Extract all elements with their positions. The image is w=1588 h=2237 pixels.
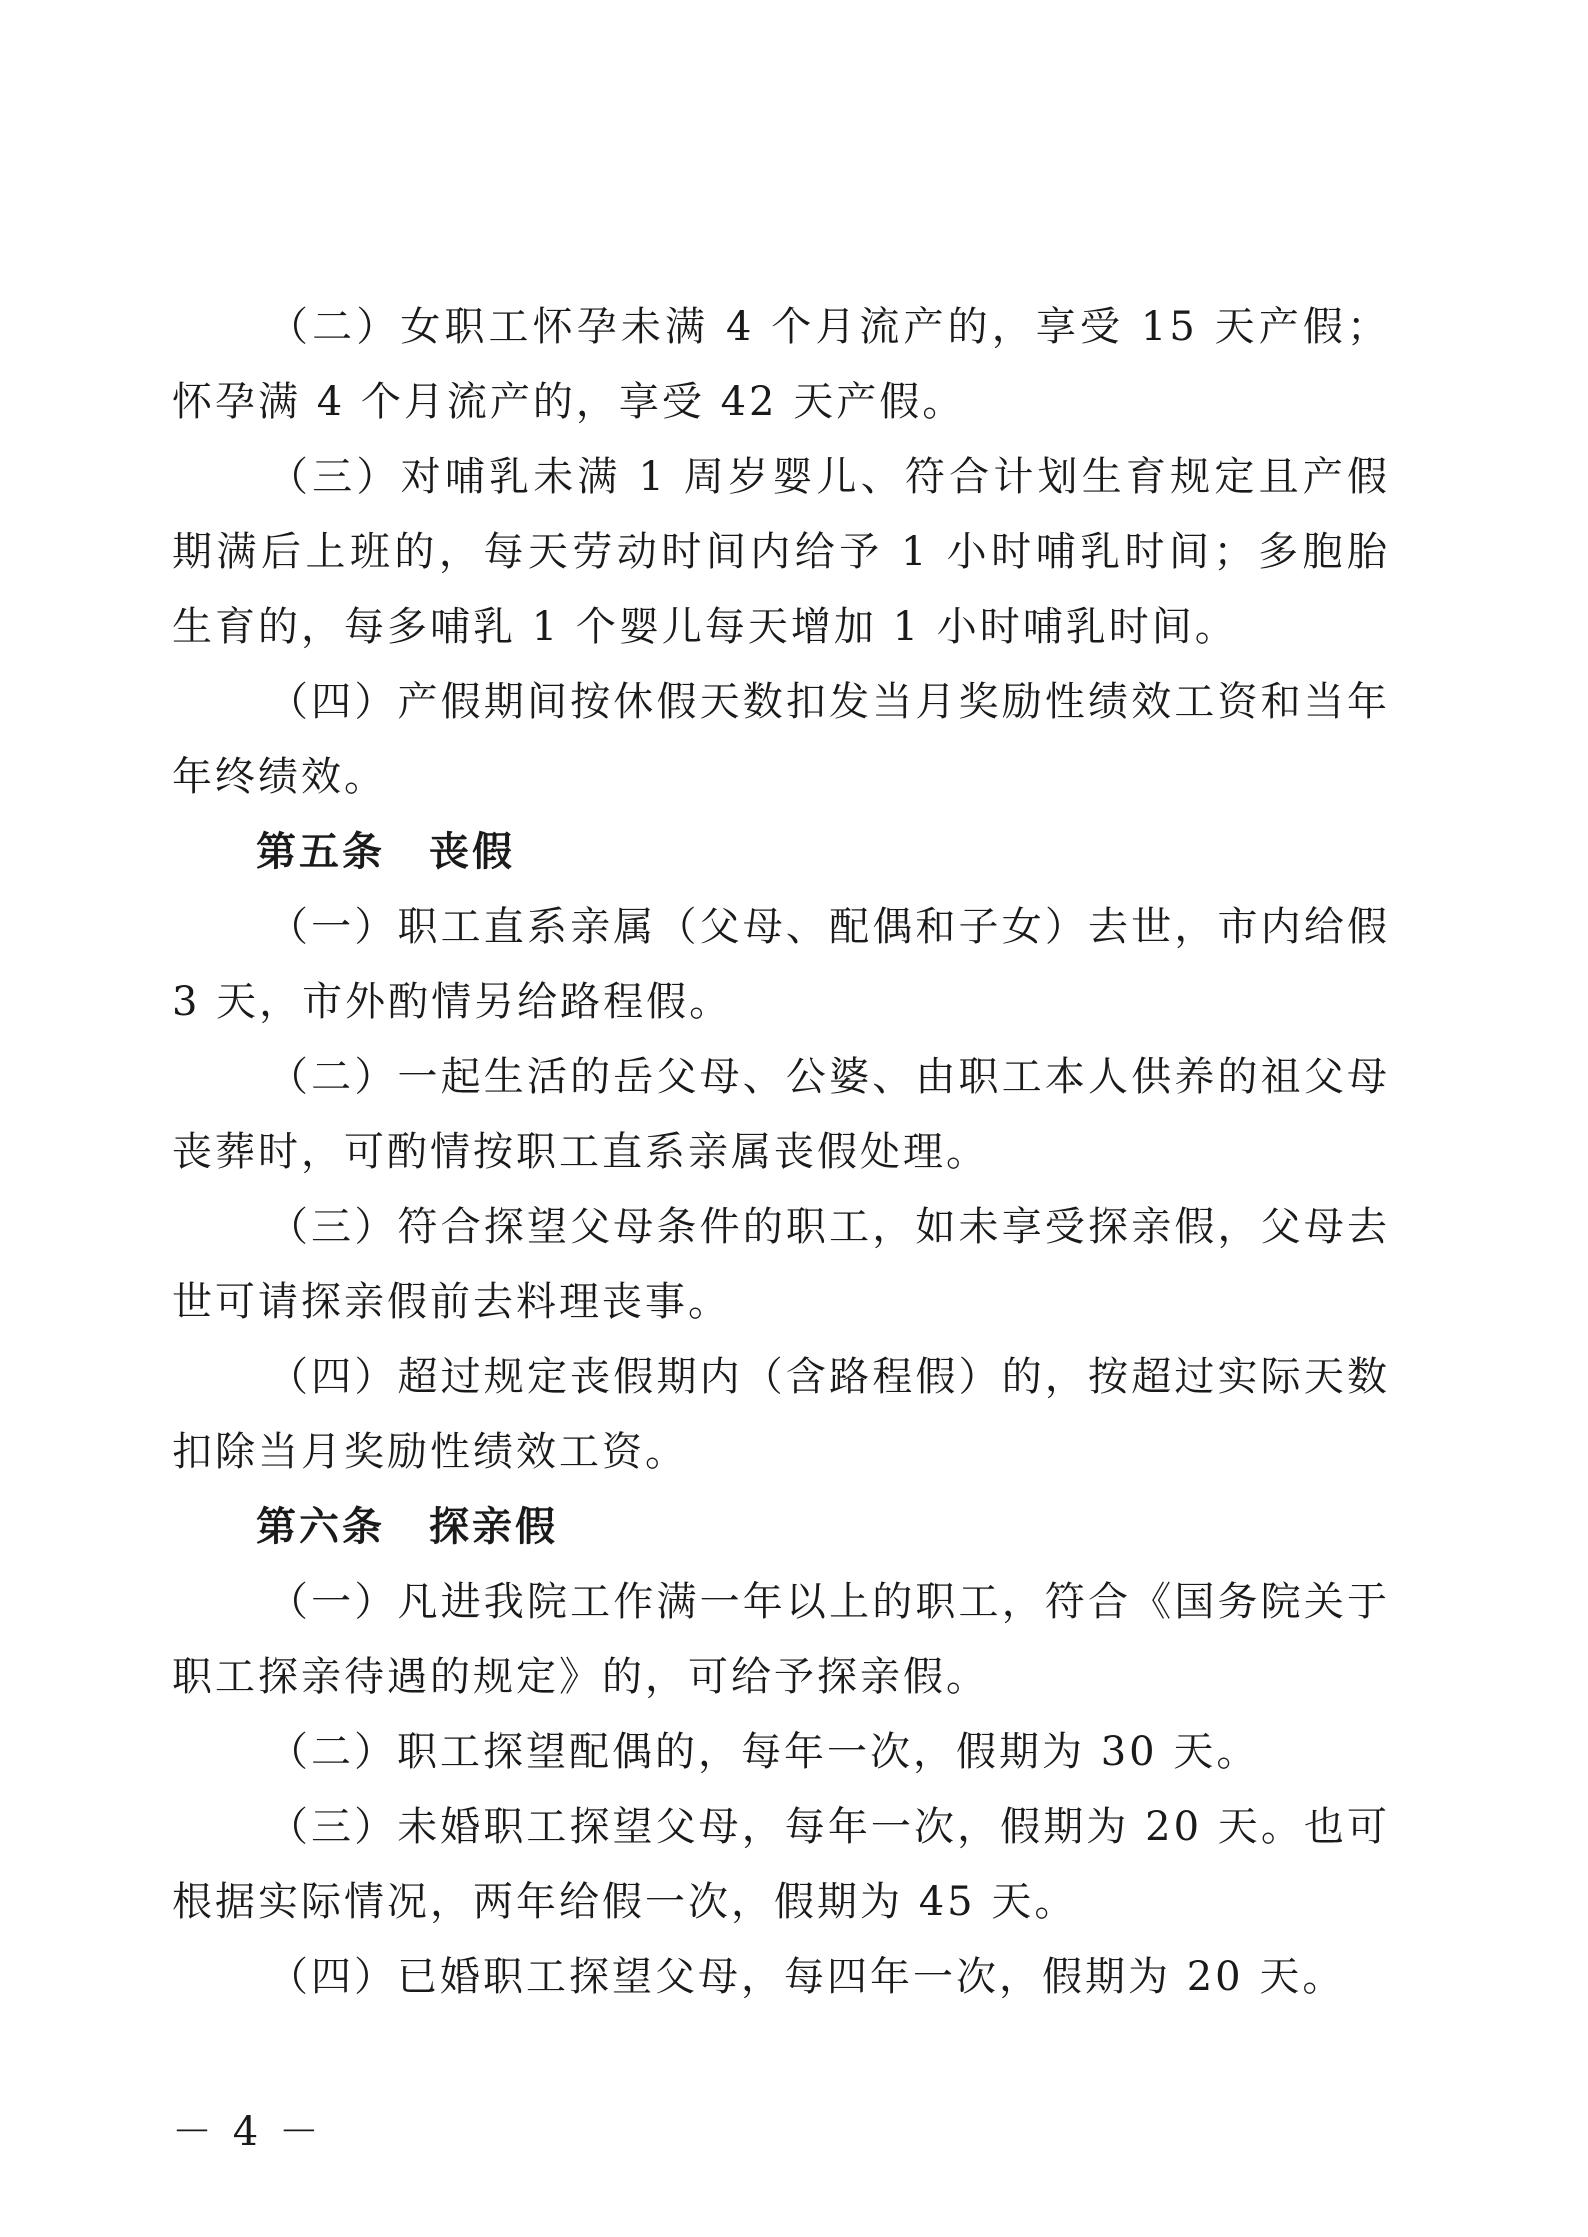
article-6-heading — [172, 1490, 1390, 1565]
article-5-paragraph-2: （二）一起生活的岳父母、公婆、由职工本人供养的祖父母丧葬时，可酌情按职工直系亲属丧假处理。 — [172, 1054, 1390, 1175]
article-6-number: 第六条 — [256, 1504, 385, 1550]
paragraph-maternity-pay-deduction: （四）产假期间按休假天数扣发当月奖励性绩效工资和当年年终绩效。 — [172, 679, 1390, 800]
paragraph-maternity-miscarriage: （二）女职工怀孕未满 4 个月流产的，享受 15 天产假；怀孕满 4 个月流产的，享受 42 天产假。 — [172, 304, 1390, 425]
article-6-paragraph-3: （三）未婚职工探望父母，每年一次，假期为 20 天。也可根据实际情况，两年给假一次，假期为 45 天。 — [172, 1804, 1390, 1925]
article-6-paragraph-4: （四）已婚职工探望父母，每四年一次，假期为 20 天。 — [268, 1954, 1346, 2000]
article-5-heading — [172, 815, 1390, 890]
article-5-paragraph-1: （一）职工直系亲属（父母、配偶和子女）去世，市内给假 3 天，市外酌情另给路程假。 — [172, 904, 1390, 1025]
article-5-number: 第五条 — [256, 829, 385, 875]
article-5-paragraph-4: （四）超过规定丧假期内（含路程假）的，按超过实际天数扣除当月奖励性绩效工资。 — [172, 1354, 1390, 1475]
article-5-paragraph-3: （三）符合探望父母条件的职工，如未享受探亲假，父母去世可请探亲假前去料理丧事。 — [172, 1204, 1390, 1325]
article-6-title: 探亲假 — [429, 1504, 558, 1550]
document-body — [172, 290, 1390, 2015]
article-5-title: 丧假 — [429, 829, 515, 875]
article-6-paragraph-2: （二）职工探望配偶的，每年一次，假期为 30 天。 — [268, 1729, 1260, 1775]
paragraph-breastfeeding-time: （三）对哺乳未满 1 周岁婴儿、符合计划生育规定且产假期满后上班的，每天劳动时间内给予 1 小时哺乳时间；多胞胎生育的，每多哺乳 1 个婴儿每天增加 1 小时哺乳时间。 — [172, 454, 1390, 650]
article-6-paragraph-1: （一）凡进我院工作满一年以上的职工，符合《国务院关于职工探亲待遇的规定》的，可给予探亲假。 — [172, 1579, 1390, 1700]
page-number: － 4 － — [172, 2109, 323, 2155]
